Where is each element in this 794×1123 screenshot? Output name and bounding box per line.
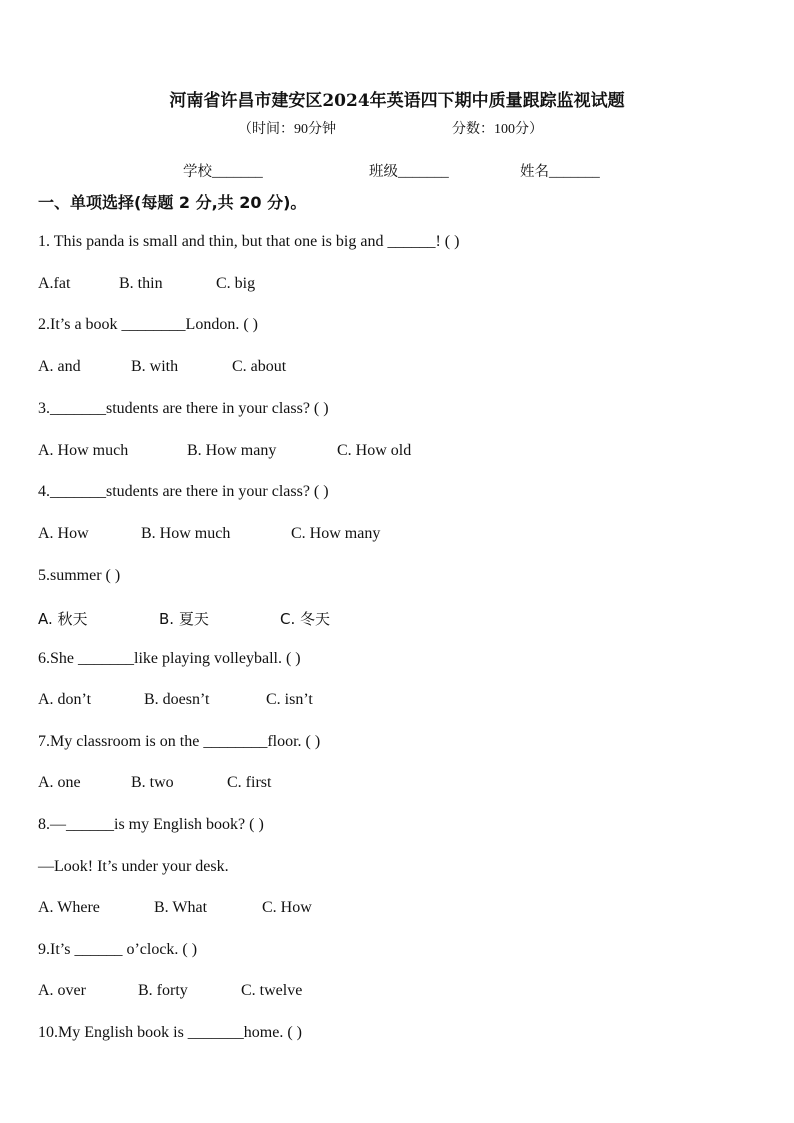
option-c[interactable]: C. about [232,358,287,375]
question-stem: 9.It’s ______ o’clock. ( ) [38,941,198,958]
question-options [38,982,302,1000]
option-c[interactable]: C. 冬天 [280,610,331,628]
class-field[interactable]: 班级_______ [369,164,449,180]
option-a[interactable]: A. 秋天 [38,610,88,628]
option-b[interactable]: B. forty [138,982,188,999]
option-a[interactable]: A. and [38,358,81,375]
question-stem: 1. This panda is small and thin, but that one is big and ______! ( ) [38,233,460,250]
option-c[interactable]: C. isn’t [266,691,313,708]
question-stem: 7.My classroom is on the ________floor. ( ) [38,733,321,750]
question-options [38,899,312,917]
option-b[interactable]: B. 夏天 [159,610,209,628]
exam-score: 分数：100分） [452,122,543,137]
option-b[interactable]: B. How much [141,525,231,542]
school-field[interactable]: 学校_______ [183,164,263,180]
option-c[interactable]: C. first [227,774,272,791]
question-options [38,691,313,709]
question-options [38,358,286,376]
exam-title: 河南省许昌市建安区2024年英语四下期中质量跟踪监视试题 [169,91,625,111]
option-c[interactable]: C. How [262,899,312,916]
option-b[interactable]: B. thin [119,275,163,292]
option-b[interactable]: B. What [154,899,208,916]
exam-time: （时间：90分钟 [238,122,336,137]
option-c[interactable]: C. How old [337,442,412,459]
option-a[interactable]: A. don’t [38,691,92,708]
question-stem: 5.summer ( ) [38,567,121,584]
option-a[interactable]: A. Where [38,899,100,916]
question-stem: 8.—______is my English book? ( ) [38,816,264,833]
option-b[interactable]: B. two [131,774,174,791]
option-c[interactable]: C. How many [291,525,381,542]
option-b[interactable]: B. How many [187,442,277,459]
question-dialogue: —Look! It’s under your desk. [38,858,229,875]
question-options [38,608,330,629]
option-c[interactable]: C. big [216,275,256,292]
option-b[interactable]: B. doesn’t [144,691,210,708]
name-field[interactable]: 姓名_______ [520,164,600,180]
option-a[interactable]: A. How [38,525,89,542]
section-heading: 一、单项选择(每题 2 分,共 20 分)。 [38,193,307,212]
option-a[interactable]: A. over [38,982,86,999]
option-a[interactable]: A. one [38,774,81,791]
option-b[interactable]: B. with [131,358,179,375]
question-options [38,525,380,543]
option-a[interactable]: A. How much [38,442,129,459]
option-a[interactable]: A.fat [38,275,71,292]
question-stem: 2.It’s a book ________London. ( ) [38,316,258,333]
question-stem: 3._______students are there in your class? ( ) [38,400,329,417]
question-stem: 4._______students are there in your class? ( ) [38,483,329,500]
question-stem: 6.She _______like playing volleyball. ( ) [38,650,301,667]
question-options [38,275,255,293]
question-options [38,442,411,460]
question-stem: 10.My English book is _______home. ( ) [38,1024,302,1041]
question-options [38,774,271,792]
option-c[interactable]: C. twelve [241,982,303,999]
